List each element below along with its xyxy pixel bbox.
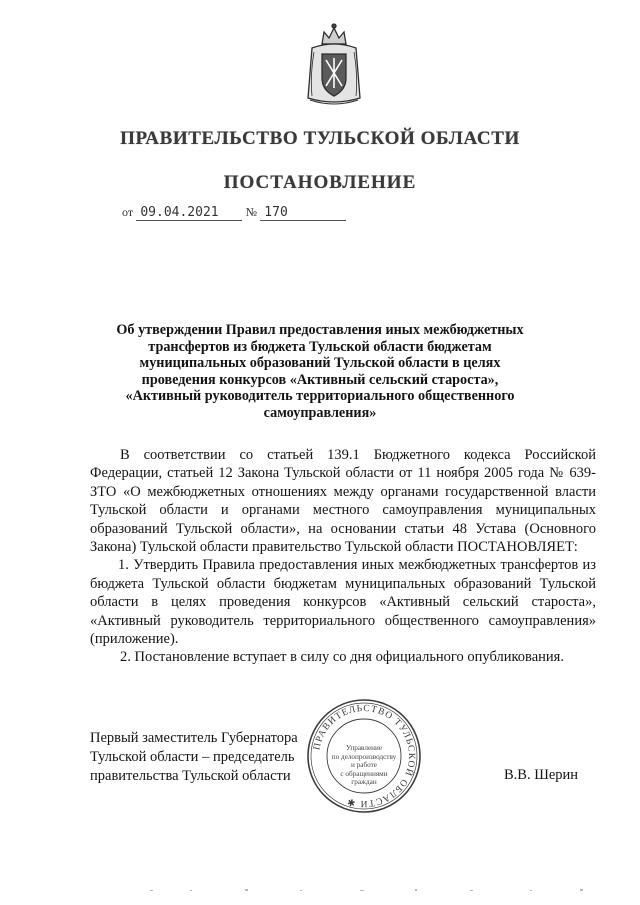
scan-artifact xyxy=(150,889,590,892)
coat-of-arms-emblem xyxy=(302,22,366,108)
government-title: ПРАВИТЕЛЬСТВО ТУЛЬСКОЙ ОБЛАСТИ xyxy=(120,128,520,149)
item-2-paragraph: 2. Постановление вступает в силу со дня официального опубликования. xyxy=(120,649,564,666)
signer-name: В.В. Шерин xyxy=(504,767,579,783)
subject-line: трансфертов из бюджета Тульской области бюджетам xyxy=(148,338,492,355)
svg-text:ПРАВИТЕЛЬСТВО ТУЛЬСКОЙ ОБЛАСТИ: ПРАВИТЕЛЬСТВО ТУЛЬСКОЙ ОБЛАСТИ ✱ xyxy=(312,703,417,809)
signatory-position-line: Тульской области – председатель xyxy=(90,749,295,765)
stamp-text-line: Управление xyxy=(345,744,383,752)
document-subject xyxy=(100,322,540,422)
document-number: 170 xyxy=(260,205,346,221)
subject-line: «Активный руководитель территориального общественного xyxy=(125,388,515,405)
preamble-paragraph: В соответствии со статьей 139.1 Бюджетного кодекса Российской Федерации, статьей 12 Закона Тульской области от 11 ноября 2005 года № 639-ЗТО «О межбюджетных отношениях между органами государственной власти Тульской области и органами местного самоуправления муниципальных образований Тульской области», на основании статьи 48 Устава (Основного Закона) Тульской области правительство Тульской области ПОСТАНОВЛЯЕТ: xyxy=(90,447,596,556)
document-body xyxy=(90,446,596,667)
number-label: № xyxy=(245,205,258,219)
subject-line: проведения конкурсов «Активный сельский староста», xyxy=(141,371,499,388)
stamp-text-line: граждан xyxy=(351,778,377,787)
signature-block xyxy=(90,729,298,786)
stamp-text-line: и работе xyxy=(351,761,377,770)
document-date: 09.04.2021 xyxy=(136,205,242,221)
item-1-paragraph: 1. Утвердить Правила предоставления иных межбюджетных трансфертов из бюджета Тульской области бюджетам муниципальных образований Тульской области в целях проведения конкурсов «Активный сельский староста», «Активный руководитель территориального общественного самоуправления» (приложение). xyxy=(90,557,596,648)
document-type: ПОСТАНОВЛЕНИЕ xyxy=(223,172,417,193)
stamp-text-line: по делопроизводству xyxy=(331,752,397,761)
subject-line: муниципальных образований Тульской области в целях xyxy=(139,355,501,372)
subject-line: Об утверждении Правил предоставления иных межбюджетных xyxy=(116,322,524,338)
signatory-position-line: правительства Тульской области xyxy=(90,768,291,784)
stamp-text-line: с обращениями xyxy=(340,769,388,778)
registration-line xyxy=(122,204,346,221)
stamp-inner-text xyxy=(318,744,410,787)
signatory-position-line: Первый заместитель Губернатора xyxy=(90,730,298,746)
subject-line: самоуправления» xyxy=(263,404,377,421)
date-label: от xyxy=(122,205,134,219)
